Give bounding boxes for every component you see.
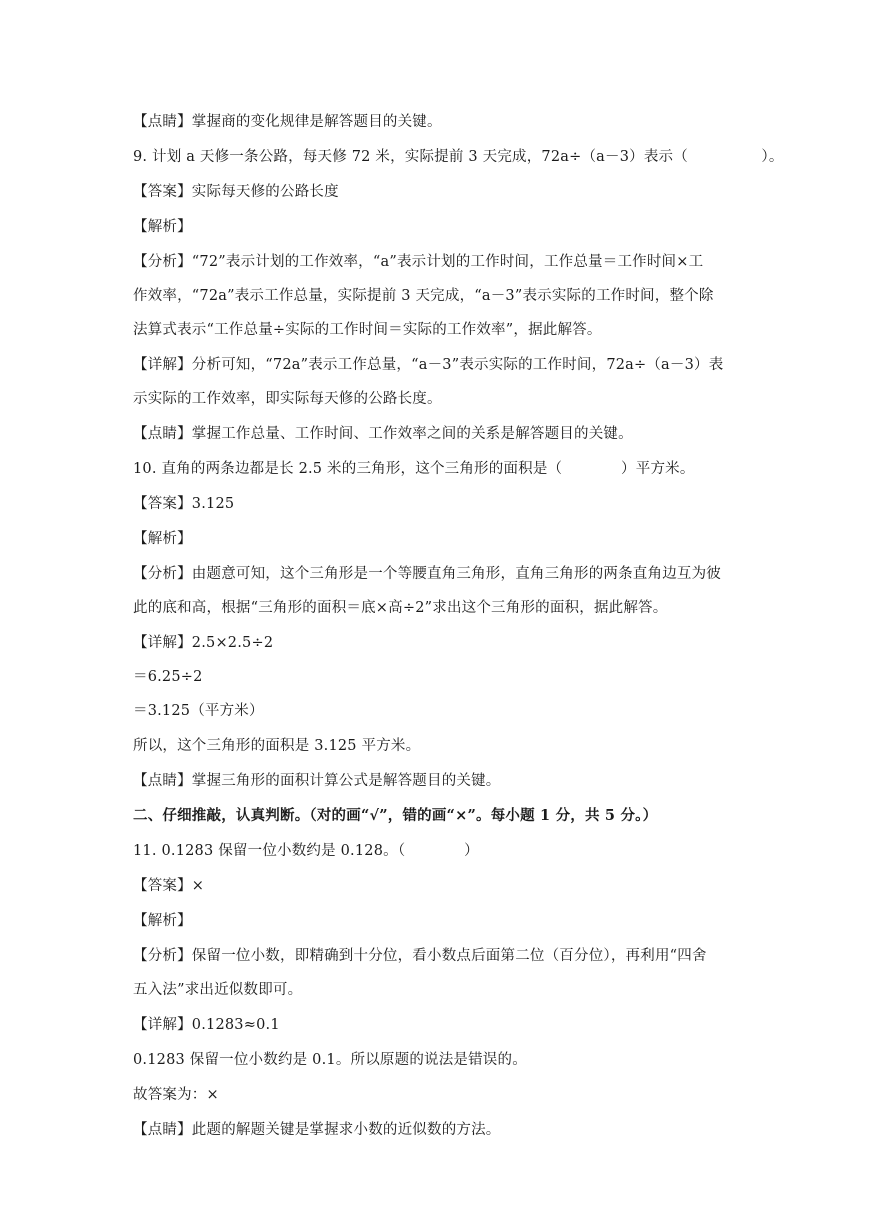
q10-xiangjie-3: ＝3.125（平方米） <box>133 703 264 719</box>
q11-xiangjie-2: 0.1283 保留一位小数约是 0.1。所以原题的说法是错误的。 <box>133 1052 527 1068</box>
q9-dianjing: 【点睛】掌握工作总量、工作时间、工作效率之间的关系是解答题目的关键。 <box>133 426 633 442</box>
q9-fenxi-3: 法算式表示“工作总量÷实际的工作时间＝实际的工作效率”，据此解答。 <box>133 322 602 338</box>
q9-jiexi: 【解析】 <box>133 219 192 235</box>
q10-question: 10. 直角的两条边都是长 2.5 米的三角形，这个三角形的面积是（ ）平方米。 <box>133 461 695 477</box>
q11-fenxi-2: 五入法”求出近似数即可。 <box>133 982 303 998</box>
q9-fenxi-2: 作效率，“72a”表示工作总量，实际提前 3 天完成，“a－3”表示实际的工作时间，整个除 <box>133 288 714 304</box>
q10-answer: 【答案】3.125 <box>133 496 235 512</box>
q11-jiexi: 【解析】 <box>133 913 192 929</box>
q10-conclusion: 所以，这个三角形的面积是 3.125 平方米。 <box>133 738 421 754</box>
q10-xiangjie-2: ＝6.25÷2 <box>133 669 203 685</box>
q9-answer: 【答案】实际每天修的公路长度 <box>133 184 339 200</box>
q9-xiangjie-1: 【详解】分析可知，“72a”表示工作总量，“a－3”表示实际的工作时间，72a÷（a－3）表 <box>133 357 724 373</box>
q10-fenxi-1: 【分析】由题意可知，这个三角形是一个等腰直角三角形，直角三角形的两条直角边互为彼 <box>133 566 721 582</box>
q9-fenxi-1: 【分析】“72”表示计划的工作效率，“a”表示计划的工作时间，工作总量＝工作时间×工 <box>133 254 704 270</box>
q10-fenxi-2: 此的底和高，根据“三角形的面积＝底×高÷2”求出这个三角形的面积，据此解答。 <box>133 600 668 616</box>
q11-xiangjie-1: 【详解】0.1283≈0.1 <box>133 1017 280 1033</box>
q11-dianjing: 【点睛】此题的解题关键是掌握求小数的近似数的方法。 <box>133 1122 501 1138</box>
q10-jiexi: 【解析】 <box>133 531 192 547</box>
q11-final-answer: 故答案为：× <box>133 1087 219 1103</box>
q10-dianjing: 【点睛】掌握三角形的面积计算公式是解答题目的关键。 <box>133 773 501 789</box>
q9-xiangjie-2: 示实际的工作效率，即实际每天修的公路长度。 <box>133 391 442 407</box>
section-2-heading: 二、仔细推敲，认真判断。（对的画“√”，错的画“×”。每小题 1 分，共 5 分。） <box>133 807 658 824</box>
q11-question: 11. 0.1283 保留一位小数约是 0.128。（ ） <box>133 843 479 859</box>
q8-dianjing: 【点睛】掌握商的变化规律是解答题目的关键。 <box>133 114 442 130</box>
q9-question: 9. 计划 a 天修一条公路，每天修 72 米，实际提前 3 天完成，72a÷（a－3）表示（ ）。 <box>133 149 784 165</box>
q11-answer: 【答案】× <box>133 878 205 894</box>
q11-fenxi-1: 【分析】保留一位小数，即精确到十分位，看小数点后面第二位（百分位），再利用“四舍 <box>133 948 707 964</box>
q10-xiangjie-1: 【详解】2.5×2.5÷2 <box>133 635 274 651</box>
